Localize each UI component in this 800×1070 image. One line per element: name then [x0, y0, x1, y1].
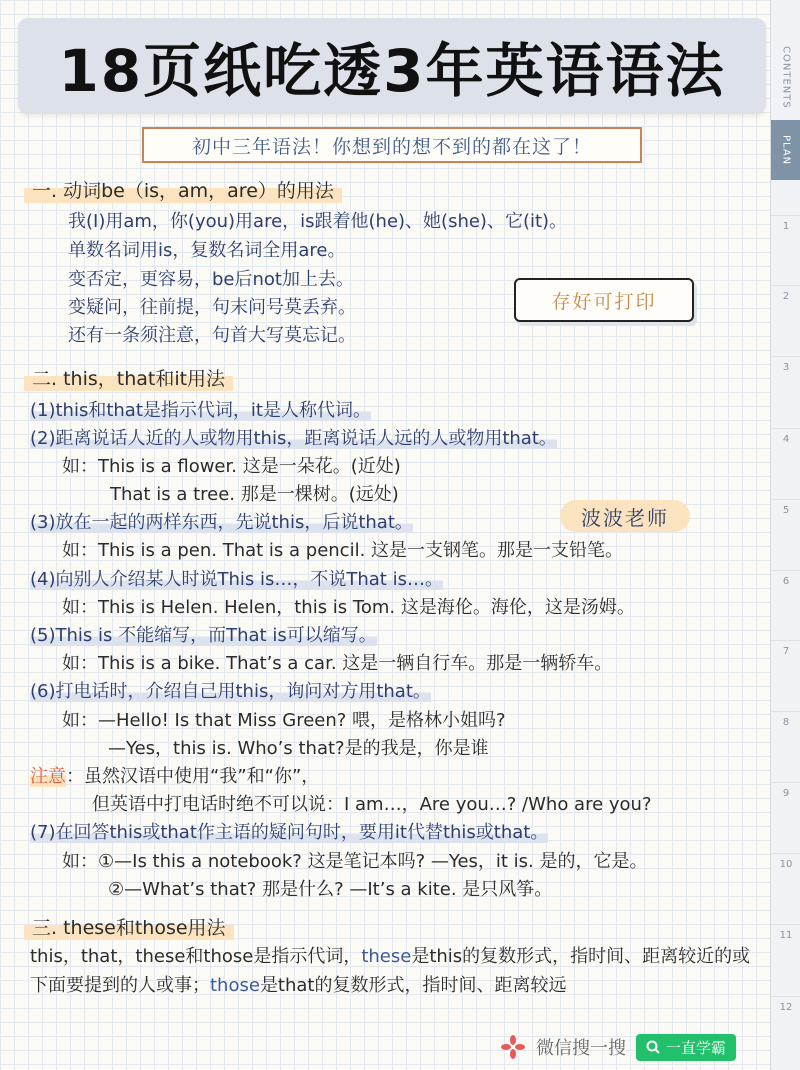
- section2-example: 如：This is a pen. That is a pencil. 这是一支钢笔。那是一支铅笔。: [62, 540, 624, 561]
- tab-12[interactable]: 12: [771, 996, 800, 1017]
- tab-3[interactable]: 3: [771, 356, 800, 377]
- tab-6[interactable]: 6: [771, 570, 800, 591]
- tab-contents[interactable]: CONTENTS: [780, 46, 792, 109]
- section2-example: That is a tree. 那是一棵树。(远处): [110, 484, 399, 505]
- section2-example: ②—What’s that? 那是什么? —It’s a kite. 是只风筝。: [108, 879, 553, 900]
- section1-line: 我(I)用am，你(you)用are，is跟着他(he)、她(she)、它(it)。: [68, 211, 568, 232]
- tab-11[interactable]: 11: [771, 924, 800, 945]
- section2-example: 如：This is a flower. 这是一朵花。(近处): [62, 456, 401, 477]
- tab-2[interactable]: 2: [771, 285, 800, 306]
- tab-8[interactable]: 8: [771, 711, 800, 732]
- wechat-search-logo-icon: [500, 1034, 526, 1060]
- section2-heading: 二. this，that和it用法: [24, 364, 233, 391]
- title-bar: [18, 18, 766, 114]
- section1-line: 变否定，更容易，be后not加上去。: [68, 269, 354, 290]
- note-label: 注意: [30, 766, 66, 787]
- tab-10[interactable]: 10: [771, 853, 800, 874]
- page-title: 18页纸吃透3年英语语法: [58, 37, 726, 105]
- wechat-search-label: 一直学霸: [666, 1038, 727, 1057]
- section2-example: 如：①—Is this a notebook? 这是笔记本吗? —Yes，it is. 是的，它是。: [62, 851, 648, 872]
- section1-line: 变疑问，往前提，句末问号莫丢弃。: [68, 297, 356, 318]
- section2-point-6: (6)打电话时，介绍自己用this，询问对方用that。: [30, 681, 431, 702]
- section2-point-1: (1)this和that是指示代词，it是人称代词。: [30, 400, 371, 421]
- wechat-search-button[interactable]: [636, 1034, 736, 1061]
- section2-point-7: (7)在回答this或that作主语的疑问句时，要用it代替this或that。: [30, 822, 549, 843]
- section2-example: 如：—Hello! Is that Miss Green? 喂，是格林小姐吗?: [62, 710, 506, 731]
- tab-plan[interactable]: PLAN: [771, 120, 800, 180]
- section1-line: 单数名词用is，复数名词全用are。: [68, 240, 346, 261]
- tab-7[interactable]: 7: [771, 640, 800, 661]
- section3-paragraph: this，that，these和those是指示代词，these是this的复数形式，指时间、距离较近的或下面要提到的人或事；those是that的复数形式，指时间、距离较远: [30, 946, 751, 996]
- note-line: 注意：虽然汉语中使用“我”和“你”，: [30, 766, 320, 787]
- tab-5[interactable]: 5: [771, 499, 800, 520]
- save-print-stamp: 存好可打印: [514, 278, 694, 322]
- search-icon: [646, 1040, 660, 1054]
- section3-heading: 三. these和those用法: [24, 913, 234, 940]
- tab-4[interactable]: 4: [771, 428, 800, 449]
- section2-point-4: (4)向别人介绍某人时说This is…，不说That is…。: [30, 569, 443, 590]
- section2-example: 如：This is a bike. That’s a car. 这是一辆自行车。那是一辆轿车。: [62, 653, 613, 674]
- wechat-watermark: [500, 1032, 792, 1062]
- wechat-search-brand: 微信搜一搜: [536, 1038, 626, 1059]
- section1-heading: 一. 动词be（is，am，are）的用法: [24, 176, 342, 203]
- teacher-tag: 波波老师: [560, 500, 690, 532]
- note-line: 但英语中打电话时绝不可以说：I am…，Are you…? /Who are you?: [92, 794, 652, 815]
- section1-line: 还有一条须注意，句首大写莫忘记。: [68, 325, 356, 346]
- sidebar-tabs: [770, 0, 800, 1070]
- section2-point-3: (3)放在一起的两样东西，先说this，后说that。: [30, 512, 413, 533]
- section2-point-2: (2)距离说话人近的人或物用this，距离说话人远的人或物用that。: [30, 428, 557, 449]
- tab-1[interactable]: 1: [771, 215, 800, 236]
- section2-example: —Yes，this is. Who’s that?是的我是，你是谁: [108, 738, 489, 759]
- section2-example: 如：This is Helen. Helen，this is Tom. 这是海伦。海伦，这是汤姆。: [62, 597, 635, 618]
- subtitle-box: 初中三年语法！你想到的想不到的都在这了！: [142, 127, 642, 163]
- tab-9[interactable]: 9: [771, 782, 800, 803]
- section2-point-5: (5)This is 不能缩写，而That is可以缩写。: [30, 625, 377, 646]
